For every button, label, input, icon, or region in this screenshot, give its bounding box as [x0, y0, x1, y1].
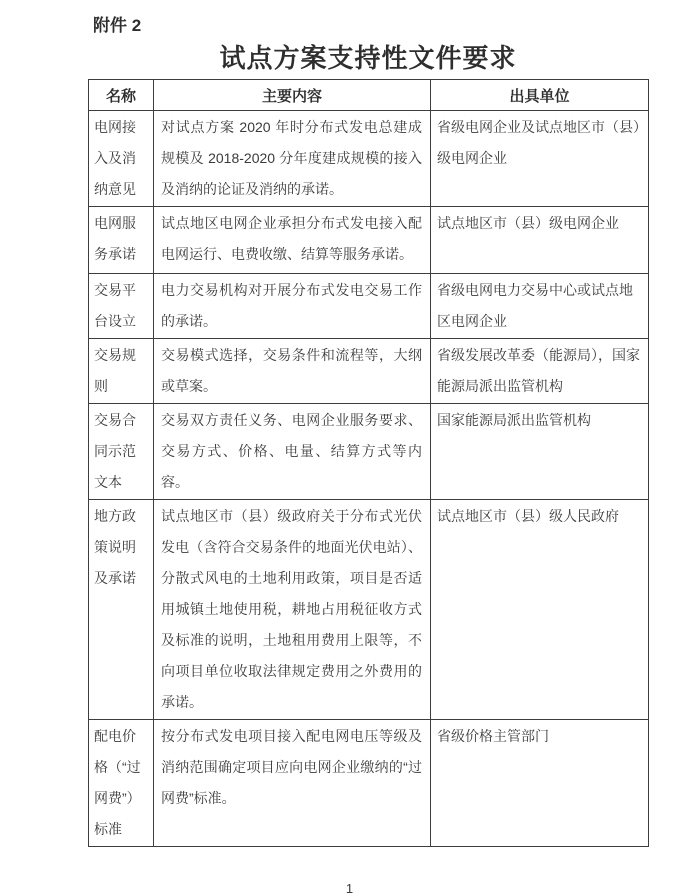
row-content-cell: 交易模式选择，交易条件和流程等，大纲或草案。 [154, 339, 431, 404]
row-name-cell: 电网服务承诺 [89, 207, 154, 274]
header-main-content: 主要内容 [154, 80, 431, 111]
row-name-cell: 交易合同示范文本 [89, 404, 154, 500]
row-content-cell: 电力交易机构对开展分布式发电交易工作的承诺。 [154, 274, 431, 339]
header-name: 名称 [89, 80, 154, 111]
row-unit-cell: 省级电网企业及试点地区市（县）级电网企业 [431, 111, 649, 207]
table-row [89, 274, 649, 339]
row-unit-cell: 试点地区市（县）级人民政府 [431, 500, 649, 720]
table-header-row [89, 80, 649, 111]
row-content-cell: 交易双方责任义务、电网企业服务要求、交易方式、价格、电量、结算方式等内容。 [154, 404, 431, 500]
table-row [89, 111, 649, 207]
table-row [89, 500, 649, 720]
row-unit-cell: 省级价格主管部门 [431, 720, 649, 847]
table-row [89, 207, 649, 274]
row-content-cell: 按分布式发电项目接入配电网电压等级及消纳范围确定项目应向电网企业缴纳的“过网费”标准。 [154, 720, 431, 847]
attachment-label: 附件 2 [93, 16, 142, 35]
page-title: 试点方案支持性文件要求 [219, 43, 517, 73]
row-name-cell: 交易平台设立 [89, 274, 154, 339]
header-issuing-unit: 出具单位 [431, 80, 649, 111]
row-name-cell: 交易规则 [89, 339, 154, 404]
row-name-cell: 地方政策说明及承诺 [89, 500, 154, 720]
table-row [89, 404, 649, 500]
row-content-cell: 试点地区市（县）级政府关于分布式光伏发电（含符合交易条件的地面光伏电站）、分散式风电的土地利用政策，项目是否适用城镇土地使用税，耕地占用税征收方式及标准的说明，土地租用费用上限等，不向项目单位收取法律规定费用之外费用的承诺。 [154, 500, 431, 720]
table-row [89, 339, 649, 404]
row-content-cell: 试点地区电网企业承担分布式发电接入配电网运行、电费收缴、结算等服务承诺。 [154, 207, 431, 274]
row-unit-cell: 国家能源局派出监管机构 [431, 404, 649, 500]
row-unit-cell: 省级电网电力交易中心或试点地区电网企业 [431, 274, 649, 339]
row-name-cell: 配电价格（“过网费”）标准 [89, 720, 154, 847]
requirements-table [88, 79, 649, 847]
table-row [89, 720, 649, 847]
table-body [89, 111, 649, 847]
row-content-cell: 对试点方案 2020 年时分布式发电总建成规模及 2018-2020 分年度建成规模的接入及消纳的论证及消纳的承诺。 [154, 111, 431, 207]
row-name-cell: 电网接入及消纳意见 [89, 111, 154, 207]
row-unit-cell: 省级发展改革委（能源局），国家能源局派出监管机构 [431, 339, 649, 404]
row-unit-cell: 试点地区市（县）级电网企业 [431, 207, 649, 274]
page-number: 1 [345, 881, 354, 896]
